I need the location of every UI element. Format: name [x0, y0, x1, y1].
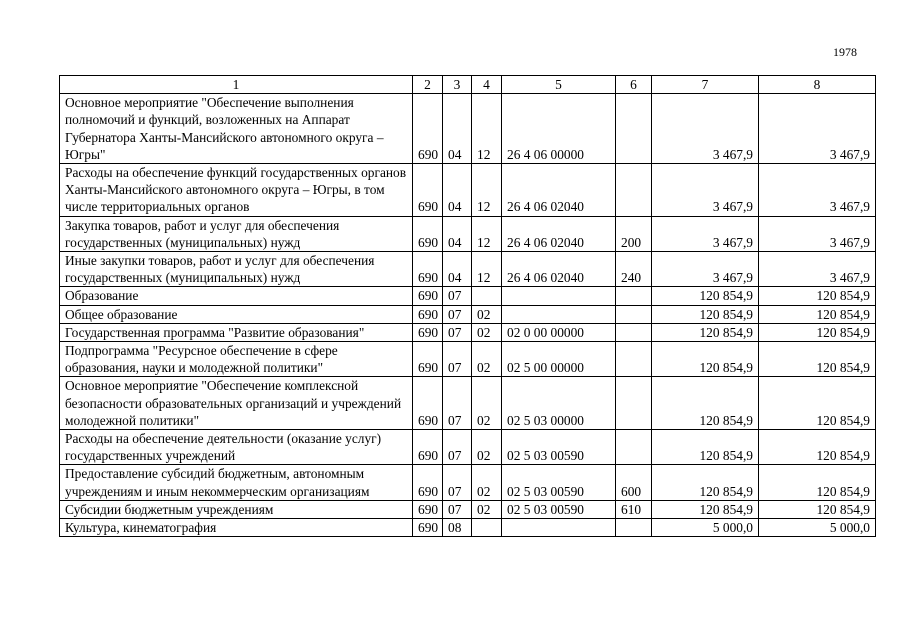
cell-sum-1: 120 854,9	[652, 305, 759, 323]
cell-target-article: 02 5 03 00000	[502, 377, 616, 430]
table-row	[60, 305, 876, 323]
cell-section: 07	[443, 430, 472, 465]
cell-ved: 690	[413, 465, 443, 500]
cell-section: 07	[443, 305, 472, 323]
col-header-subsection: 4	[472, 76, 502, 94]
cell-sum-1: 5 000,0	[652, 519, 759, 537]
cell-sum-1: 3 467,9	[652, 164, 759, 217]
cell-ved: 690	[413, 216, 443, 251]
cell-target-article: 02 5 03 00590	[502, 430, 616, 465]
cell-sum-1: 120 854,9	[652, 500, 759, 518]
cell-ved: 690	[413, 377, 443, 430]
cell-sum-1: 3 467,9	[652, 216, 759, 251]
table-body	[60, 94, 876, 537]
cell-expense-type	[616, 430, 652, 465]
cell-name: Предоставление субсидий бюджетным, автономным учреждениям и иным некоммерческим организациям	[60, 465, 413, 500]
cell-section: 04	[443, 252, 472, 287]
cell-subsection: 12	[472, 252, 502, 287]
table-row	[60, 252, 876, 287]
cell-sum-2: 120 854,9	[759, 305, 876, 323]
cell-expense-type: 610	[616, 500, 652, 518]
cell-expense-type	[616, 519, 652, 537]
col-header-name: 1	[60, 76, 413, 94]
cell-sum-2: 120 854,9	[759, 430, 876, 465]
cell-section: 07	[443, 377, 472, 430]
cell-sum-1: 3 467,9	[652, 94, 759, 164]
cell-target-article: 26 4 06 02040	[502, 252, 616, 287]
cell-name: Расходы на обеспечение функций государственных органов Ханты-Мансийского автономного округа – Югры, в том числе территориальных органов	[60, 164, 413, 217]
cell-sum-2: 120 854,9	[759, 287, 876, 305]
cell-expense-type	[616, 323, 652, 341]
cell-expense-type	[616, 342, 652, 377]
table-row	[60, 216, 876, 251]
cell-sum-1: 120 854,9	[652, 465, 759, 500]
cell-expense-type: 200	[616, 216, 652, 251]
cell-ved: 690	[413, 342, 443, 377]
cell-sum-2: 3 467,9	[759, 252, 876, 287]
cell-sum-1: 120 854,9	[652, 430, 759, 465]
table-row	[60, 377, 876, 430]
table-row	[60, 287, 876, 305]
cell-name: Закупка товаров, работ и услуг для обеспечения государственных (муниципальных) нужд	[60, 216, 413, 251]
cell-subsection	[472, 519, 502, 537]
budget-table	[59, 75, 876, 537]
table-row	[60, 342, 876, 377]
cell-name: Культура, кинематография	[60, 519, 413, 537]
cell-sum-2: 120 854,9	[759, 500, 876, 518]
col-header-target-article: 5	[502, 76, 616, 94]
cell-name: Государственная программа "Развитие образования"	[60, 323, 413, 341]
cell-target-article: 02 5 03 00590	[502, 465, 616, 500]
cell-name: Образование	[60, 287, 413, 305]
cell-sum-2: 120 854,9	[759, 377, 876, 430]
cell-sum-1: 120 854,9	[652, 377, 759, 430]
cell-subsection: 02	[472, 377, 502, 430]
cell-sum-2: 3 467,9	[759, 164, 876, 217]
cell-expense-type	[616, 377, 652, 430]
table-row	[60, 519, 876, 537]
cell-ved: 690	[413, 252, 443, 287]
cell-subsection: 02	[472, 323, 502, 341]
page-number: 1978	[833, 45, 857, 59]
cell-subsection: 02	[472, 305, 502, 323]
cell-sum-1: 120 854,9	[652, 342, 759, 377]
cell-name: Основное мероприятие "Обеспечение выполнения полномочий и функций, возложенных на Аппарат Губернатора Ханты-Мансийского автономного округа – Югры"	[60, 94, 413, 164]
cell-subsection: 02	[472, 342, 502, 377]
header-row	[60, 76, 876, 94]
cell-expense-type	[616, 287, 652, 305]
col-header-sum-1: 7	[652, 76, 759, 94]
cell-section: 04	[443, 164, 472, 217]
cell-ved: 690	[413, 94, 443, 164]
cell-target-article: 26 4 06 02040	[502, 164, 616, 217]
table-header	[60, 76, 876, 94]
table-row	[60, 465, 876, 500]
cell-target-article: 02 5 03 00590	[502, 500, 616, 518]
table-row	[60, 94, 876, 164]
cell-ved: 690	[413, 500, 443, 518]
cell-target-article: 02 0 00 00000	[502, 323, 616, 341]
cell-sum-2: 120 854,9	[759, 323, 876, 341]
cell-subsection: 12	[472, 164, 502, 217]
cell-sum-1: 3 467,9	[652, 252, 759, 287]
cell-name: Расходы на обеспечение деятельности (оказание услуг) государственных учреждений	[60, 430, 413, 465]
cell-expense-type	[616, 164, 652, 217]
cell-expense-type: 600	[616, 465, 652, 500]
cell-target-article	[502, 287, 616, 305]
cell-subsection: 02	[472, 465, 502, 500]
table-row	[60, 323, 876, 341]
cell-section: 04	[443, 216, 472, 251]
table-row	[60, 430, 876, 465]
cell-ved: 690	[413, 287, 443, 305]
cell-subsection: 12	[472, 94, 502, 164]
cell-subsection: 02	[472, 430, 502, 465]
cell-section: 07	[443, 500, 472, 518]
cell-subsection: 12	[472, 216, 502, 251]
col-header-ved: 2	[413, 76, 443, 94]
cell-target-article	[502, 519, 616, 537]
cell-expense-type	[616, 305, 652, 323]
cell-ved: 690	[413, 323, 443, 341]
cell-section: 07	[443, 323, 472, 341]
cell-section: 04	[443, 94, 472, 164]
cell-ved: 690	[413, 305, 443, 323]
table-row	[60, 164, 876, 217]
cell-ved: 690	[413, 519, 443, 537]
cell-subsection	[472, 287, 502, 305]
cell-target-article: 26 4 06 00000	[502, 94, 616, 164]
cell-section: 07	[443, 465, 472, 500]
cell-sum-2: 120 854,9	[759, 342, 876, 377]
cell-expense-type: 240	[616, 252, 652, 287]
cell-section: 08	[443, 519, 472, 537]
cell-expense-type	[616, 94, 652, 164]
cell-target-article	[502, 305, 616, 323]
cell-ved: 690	[413, 164, 443, 217]
cell-target-article: 02 5 00 00000	[502, 342, 616, 377]
table-row	[60, 500, 876, 518]
cell-name: Иные закупки товаров, работ и услуг для обеспечения государственных (муниципальных) нужд	[60, 252, 413, 287]
cell-ved: 690	[413, 430, 443, 465]
col-header-section: 3	[443, 76, 472, 94]
col-header-expense-type: 6	[616, 76, 652, 94]
cell-target-article: 26 4 06 02040	[502, 216, 616, 251]
cell-sum-2: 120 854,9	[759, 465, 876, 500]
cell-sum-2: 3 467,9	[759, 216, 876, 251]
cell-name: Подпрограмма "Ресурсное обеспечение в сфере образования, науки и молодежной политики"	[60, 342, 413, 377]
cell-name: Основное мероприятие "Обеспечение комплексной безопасности образовательных организаций и учреждений молодежной политики"	[60, 377, 413, 430]
cell-sum-1: 120 854,9	[652, 323, 759, 341]
cell-name: Общее образование	[60, 305, 413, 323]
cell-sum-2: 5 000,0	[759, 519, 876, 537]
col-header-sum-2: 8	[759, 76, 876, 94]
cell-sum-2: 3 467,9	[759, 94, 876, 164]
cell-section: 07	[443, 287, 472, 305]
cell-subsection: 02	[472, 500, 502, 518]
cell-name: Субсидии бюджетным учреждениям	[60, 500, 413, 518]
cell-sum-1: 120 854,9	[652, 287, 759, 305]
cell-section: 07	[443, 342, 472, 377]
